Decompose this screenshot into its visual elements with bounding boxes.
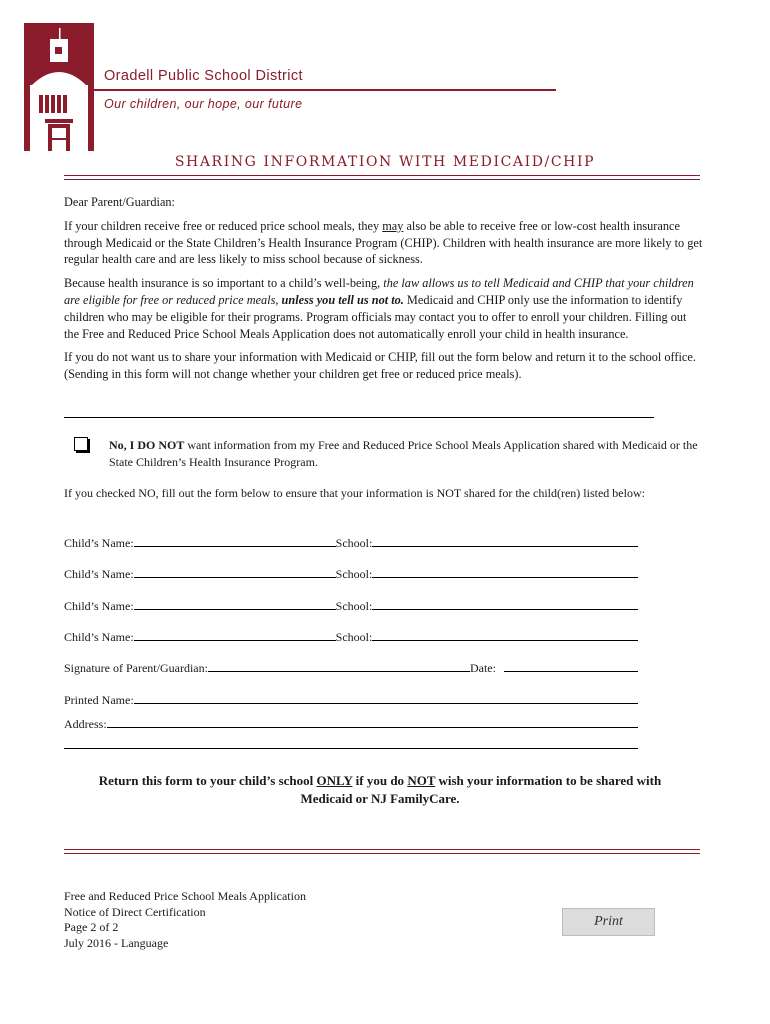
footer-divider [64,849,700,854]
section-divider [64,417,654,418]
emphasis-may: may [382,218,404,233]
child-name-label: Child’s Name: [64,630,134,644]
child-name-label: Child’s Name: [64,536,134,550]
school-field-2[interactable] [372,577,638,578]
return-text: if you do [352,773,408,788]
paragraph-text: Medicaid and CHIP only use the information to identify children who may be eligible for their programs. Program officials may contact you to offer to enroll your children. Filling out the Free and Reduced Price School Meals Application does not automatically enroll your child in health insurance. [64,292,687,341]
address-field-line-2[interactable] [64,748,638,749]
address-row [64,713,638,731]
school-label: School: [335,536,373,550]
return-text: Return this form to your child’s school [98,773,317,788]
printed-name-row [64,689,638,707]
school-label: School: [335,567,373,581]
address-row-2 [64,734,638,752]
address-field[interactable] [107,727,638,728]
child-name-field-4[interactable] [134,640,336,641]
school-field-4[interactable] [372,640,638,641]
form-intro: If you checked NO, fill out the form below to ensure that your information is NOT shared for the child(ren) listed below: [64,486,645,500]
paragraph-eligibility [64,218,704,268]
optout-checkbox[interactable] [74,437,88,451]
paragraph-italic: the law allows us to tell Medicaid and CHIP that your children are eligible for free or reduced price meals, [64,276,694,307]
return-text: wish your information to be shared with [435,773,662,788]
address-label: Address: [64,717,107,731]
return-line-2: Medicaid or NJ FamilyCare. [300,791,460,806]
title-divider [64,175,700,180]
date-field[interactable] [504,671,638,672]
child-row-1 [64,532,638,550]
return-instructions [0,772,760,808]
header-divider [94,89,556,91]
school-field-3[interactable] [372,609,638,610]
signature-label: Signature of Parent/Guardian: [64,661,208,675]
footer-line: Notice of Direct Certification [64,904,206,919]
emphasis-only: ONLY [316,773,353,788]
district-logo [24,23,94,151]
paragraph-text: Because health insurance is so important to a child’s well-being, [64,276,384,291]
child-name-label: Child’s Name: [64,599,134,613]
child-row-4 [64,626,638,644]
signature-row [64,657,638,675]
district-name: Oradell Public School District [104,68,303,84]
date-label: Date: [469,661,496,675]
page-title: SHARING INFORMATION WITH MEDICAID/CHIP [174,154,596,170]
child-name-label: Child’s Name: [64,567,134,581]
district-tagline: Our children, our hope, our future [104,97,303,111]
signature-field[interactable] [208,671,470,672]
child-row-3 [64,595,638,613]
print-button[interactable]: Print [562,908,655,936]
optout-option [74,437,704,470]
paragraph-sharing [64,275,704,342]
child-name-field-3[interactable] [134,609,336,610]
optout-bold: No, I DO NOT [109,438,185,452]
optout-label [109,437,704,470]
schoolhouse-icon [24,23,94,151]
return-line-1 [0,772,760,790]
child-name-field-1[interactable] [134,546,336,547]
footer-info [64,889,306,951]
page-number: Page 2 of 2 [64,920,119,934]
paragraph-optout-instructions: If you do not want us to share your information with Medicaid or CHIP, fill out the form below and return it to the school office. (Sending in this form will not change whether your children get free or reduced price meals). [64,350,696,382]
footer-line: Free and Reduced Price School Meals Application [64,889,306,903]
child-row-2 [64,563,638,581]
paragraph-text: also be able to receive free or low-cost health insurance through Medicaid or the State Children’s Health Insurance Program (CHIP). Children with health insurance are more likely to get regular health care and are less likely to miss school because of sickness. [64,218,703,267]
paragraph-text: If your children receive free or reduced price school meals, they [64,218,383,233]
emphasis-not: NOT [407,773,436,788]
school-field-1[interactable] [372,546,638,547]
paragraph-bold: unless you tell us not to. [281,292,404,307]
footer-line: July 2016 - Language [64,935,169,950]
letter-body [64,194,704,390]
school-label: School: [335,599,373,613]
printed-name-label: Printed Name: [64,693,134,707]
child-name-field-2[interactable] [134,577,336,578]
printed-name-field[interactable] [134,703,638,704]
school-label: School: [335,630,373,644]
greeting: Dear Parent/Guardian: [64,195,175,209]
optout-text: want information from my Free and Reduced Price School Meals Application shared with Medicaid or the State Children’s Health Insurance Program. [109,438,698,469]
